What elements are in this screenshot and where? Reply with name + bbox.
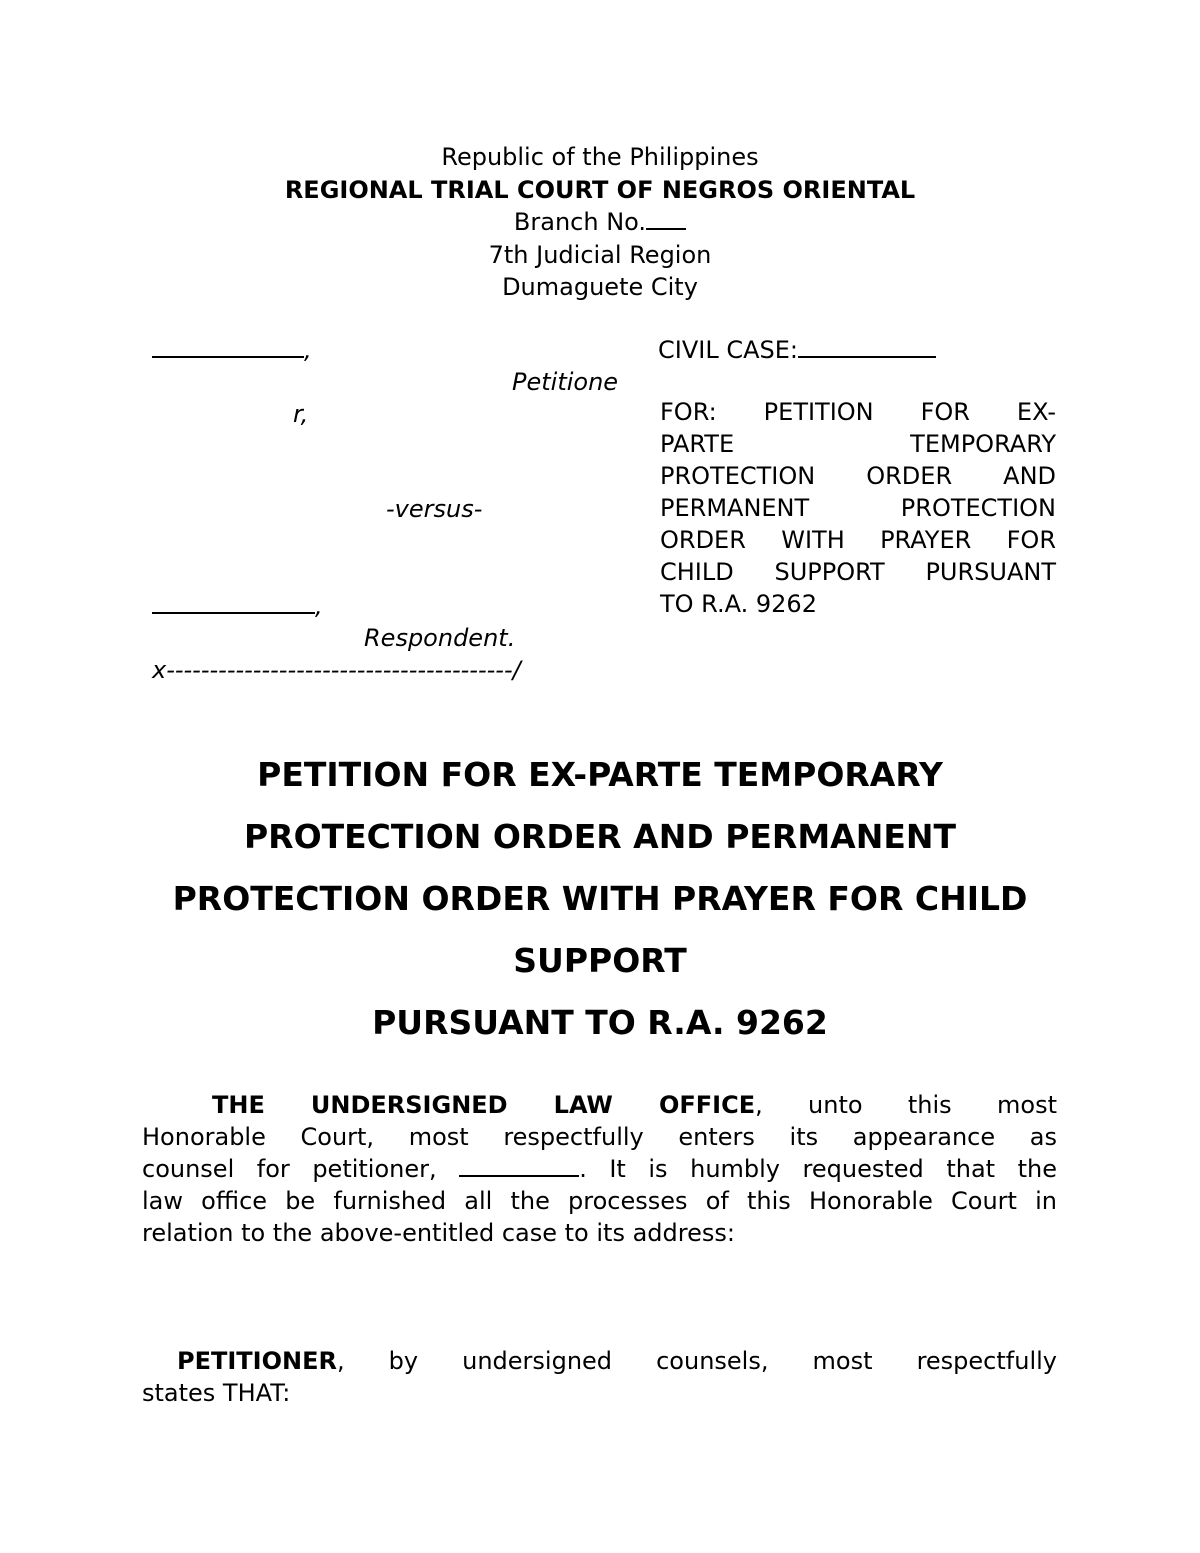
case-nature-block	[660, 396, 1056, 620]
versus-label: -versus-	[386, 495, 483, 523]
paragraph-text: counsel for petitioner,	[142, 1155, 437, 1183]
case-nature-line: PROTECTION ORDER AND	[660, 462, 1056, 490]
republic-line: Republic of the Philippines	[441, 143, 759, 171]
branch-line	[0, 206, 1200, 239]
respondent-name-line	[152, 590, 323, 622]
paragraph-text: . It is humbly requested that the	[579, 1155, 1057, 1183]
petitioner-statement-paragraph	[142, 1345, 1057, 1409]
paragraph-line	[142, 1089, 1057, 1121]
appearance-paragraph	[142, 1089, 1057, 1249]
petitioner-comma: ,	[304, 336, 312, 364]
title-line: SUPPORT	[513, 941, 687, 980]
paragraph-line	[142, 1345, 1057, 1377]
petitioner-bold: PETITIONER	[177, 1347, 337, 1375]
paragraph-line: relation to the above-entitled case to its address:	[142, 1219, 735, 1247]
paragraph-text: , unto this most	[755, 1091, 1057, 1119]
branch-label: Branch No.	[513, 208, 647, 236]
case-nature-line: PERMANENT PROTECTION	[660, 494, 1056, 522]
paragraph-line	[142, 1153, 1057, 1185]
region-line: 7th Judicial Region	[488, 240, 712, 269]
branch-number-blank	[646, 206, 686, 230]
case-nature-line: FOR: PETITION FOR EX-	[660, 398, 1056, 426]
title-line: PETITION FOR EX-PARTE TEMPORARY	[257, 755, 943, 794]
title-line: PROTECTION ORDER WITH PRAYER FOR CHILD	[172, 879, 1028, 918]
respondent-comma: ,	[315, 592, 323, 620]
title-line: PURSUANT TO R.A. 9262	[372, 1003, 828, 1042]
law-office-bold: THE UNDERSIGNED LAW OFFICE	[212, 1091, 756, 1119]
paragraph-line: law office be furnished all the processes of this Honorable Court in	[142, 1187, 1057, 1215]
civil-case-number-blank	[798, 334, 936, 358]
court-header	[0, 141, 1200, 304]
civil-case-label: CIVIL CASE:	[658, 336, 798, 364]
petitioner-name-blank	[152, 334, 304, 358]
respondent-name-blank	[152, 590, 315, 614]
petitioner-name-blank	[459, 1153, 579, 1177]
city-line: Dumaguete City	[502, 273, 698, 301]
title-line: PROTECTION ORDER AND PERMANENT	[243, 817, 956, 856]
paragraph-text: , by undersigned counsels, most respectfully	[336, 1347, 1057, 1375]
case-nature-line: TO R.A. 9262	[660, 590, 817, 618]
petitioner-label-part2: r,	[293, 400, 309, 428]
court-name: REGIONAL TRIAL COURT OF NEGROS ORIENTAL	[284, 175, 916, 204]
respondent-label: Respondent.	[364, 624, 516, 652]
caption-separator: x----------------------------------------/	[152, 656, 521, 684]
paragraph-line: states THAT:	[142, 1379, 291, 1407]
civil-case-line	[658, 334, 936, 366]
case-nature-line: PARTE TEMPORARY	[660, 430, 1056, 458]
case-nature-line: ORDER WITH PRAYER FOR	[660, 526, 1056, 554]
document-title	[100, 744, 1100, 1054]
paragraph-line: Honorable Court, most respectfully enters its appearance as	[142, 1123, 1057, 1151]
petitioner-label-part1: Petitione	[512, 368, 619, 396]
petitioner-name-line	[152, 334, 312, 366]
case-nature-line: CHILD SUPPORT PURSUANT	[660, 558, 1056, 586]
